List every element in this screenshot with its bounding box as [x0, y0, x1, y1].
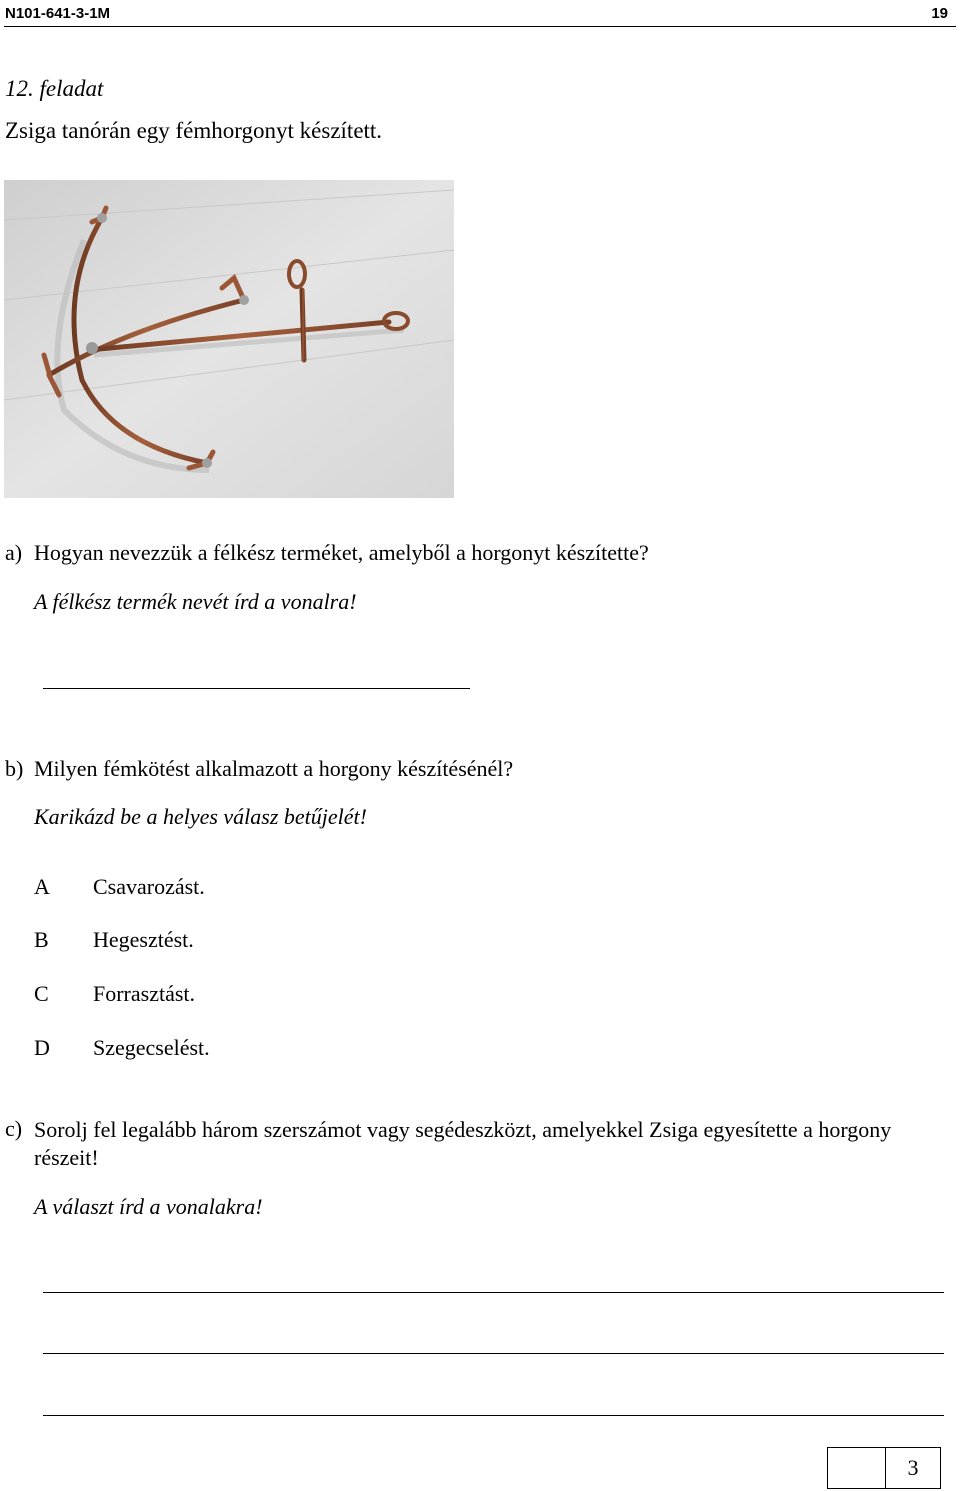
task-title: 12. feladat	[5, 76, 104, 101]
page-number: 19	[931, 5, 948, 22]
option-letter-d[interactable]: D	[34, 1035, 50, 1060]
question-b-label: b)	[5, 756, 24, 781]
question-a-label: a)	[5, 540, 23, 565]
option-letter-b[interactable]: B	[34, 927, 49, 952]
header-divider	[4, 26, 956, 27]
option-letter-a[interactable]: A	[34, 874, 50, 899]
answer-line-c-1[interactable]	[43, 1292, 944, 1293]
score-max-cell: 3	[907, 1455, 919, 1480]
question-c-label-wrap	[0, 1116, 30, 1146]
score-box	[827, 1447, 941, 1489]
question-c-text: Sorolj fel legalább három szerszámot vagy segédeszközt, amelyekkel Zsiga egyesítette a horgony részeit!	[34, 1117, 892, 1170]
question-b	[0, 756, 960, 786]
option-letter-c[interactable]: C	[34, 981, 49, 1006]
score-earned-cell[interactable]	[828, 1448, 886, 1488]
question-a-instruction: A félkész termék nevét írd a vonalra!	[34, 589, 357, 614]
question-b-instruction: Karikázd be a helyes válasz betűjelét!	[34, 804, 367, 829]
question-a	[0, 540, 960, 570]
question-b-text: Milyen fémkötést alkalmazott a horgony készítésénél?	[34, 756, 514, 781]
anchor-photo	[4, 180, 454, 498]
answer-line-c-3[interactable]	[43, 1415, 944, 1416]
option-text-b: Hegesztést.	[93, 927, 194, 952]
task-intro: Zsiga tanórán egy fémhorgonyt készített.	[5, 118, 383, 143]
question-a-text: Hogyan nevezzük a félkész terméket, amelyből a horgonyt készítette?	[34, 540, 649, 565]
question-c-label: c)	[5, 1116, 23, 1141]
document-code: N101-641-3-1M	[5, 5, 111, 22]
option-text-a: Csavarozást.	[93, 874, 205, 899]
answer-line-c-2[interactable]	[43, 1353, 944, 1354]
question-c-instruction: A választ írd a vonalakra!	[34, 1194, 263, 1219]
option-text-c: Forrasztást.	[93, 981, 196, 1006]
option-text-d: Szegecselést.	[93, 1035, 210, 1060]
answer-line-a[interactable]	[43, 688, 470, 689]
